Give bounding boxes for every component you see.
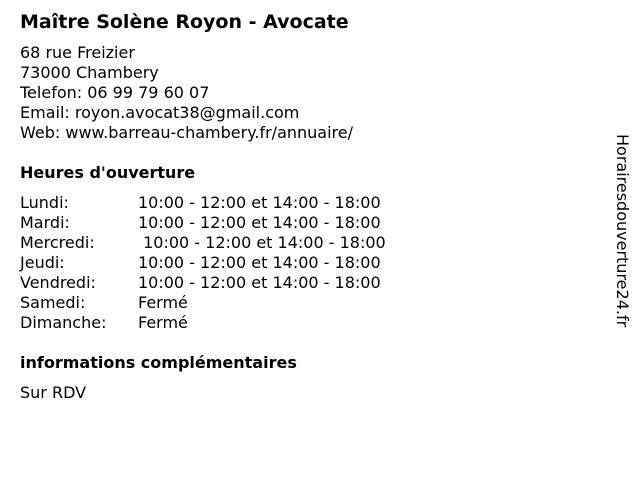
hours-day: Mardi:: [20, 213, 70, 232]
hours-time: 10:00 - 12:00 et 14:00 - 18:00: [138, 233, 386, 252]
site-watermark: Horairesdouverture24.fr: [613, 134, 632, 328]
contact-block: [20, 43, 353, 143]
info-heading: informations complémentaires: [20, 353, 297, 372]
address-city: 73000 Chambery: [20, 63, 159, 82]
business-title: Maître Solène Royon - Avocate: [20, 11, 349, 33]
hours-time: Fermé: [138, 293, 188, 312]
web-line: Web: www.barreau-chambery.fr/annuaire/: [20, 123, 353, 142]
email-line: Email: royon.avocat38@gmail.com: [20, 103, 300, 122]
hours-time: 10:00 - 12:00 et 14:00 - 18:00: [138, 213, 381, 232]
hours-day: Dimanche:: [20, 313, 107, 332]
hours-row-samedi: [20, 293, 386, 313]
hours-heading: Heures d'ouverture: [20, 163, 196, 182]
hours-row-jeudi: [20, 253, 386, 273]
address-street: 68 rue Freizier: [20, 43, 135, 62]
info-text: Sur RDV: [20, 383, 87, 402]
hours-time: 10:00 - 12:00 et 14:00 - 18:00: [138, 193, 381, 212]
hours-row-mardi: [20, 213, 386, 233]
hours-row-mercredi: [20, 233, 386, 253]
hours-day: Lundi:: [20, 193, 69, 212]
hours-time: 10:00 - 12:00 et 14:00 - 18:00: [138, 253, 381, 272]
phone-line: Telefon: 06 99 79 60 07: [20, 83, 210, 102]
hours-day: Samedi:: [20, 293, 86, 312]
hours-row-dimanche: [20, 313, 386, 333]
hours-day: Vendredi:: [20, 273, 96, 292]
hours-table: [20, 193, 386, 333]
hours-time: Fermé: [138, 313, 188, 332]
hours-day: Jeudi:: [20, 253, 65, 272]
hours-time: 10:00 - 12:00 et 14:00 - 18:00: [138, 273, 381, 292]
hours-row-lundi: [20, 193, 386, 213]
hours-day: Mercredi:: [20, 233, 95, 252]
hours-row-vendredi: [20, 273, 386, 293]
